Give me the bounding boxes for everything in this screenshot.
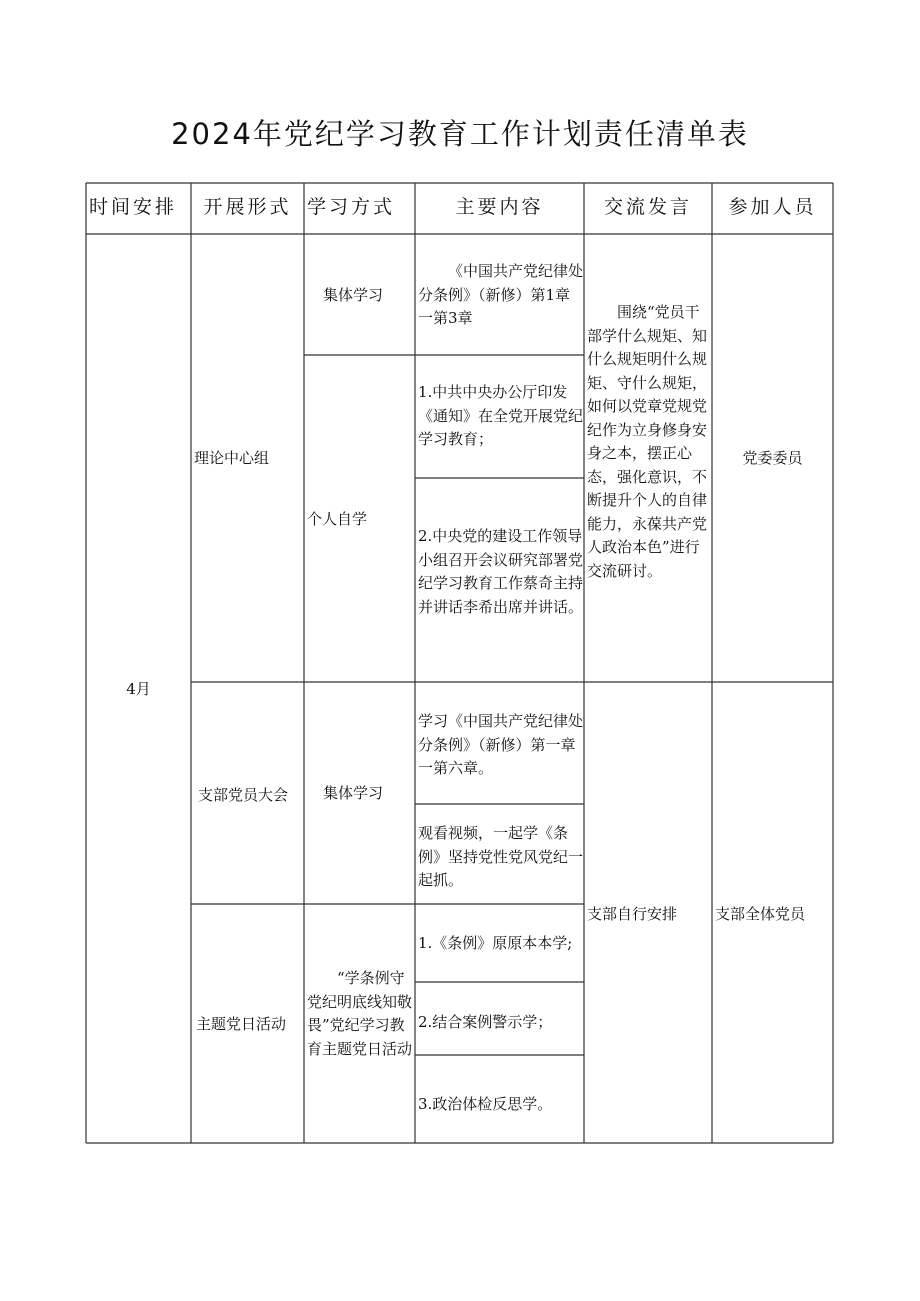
- method-theme-activity: “学条例守党纪明底线知敬畏”党纪学习教育主题党日活动: [307, 969, 413, 1058]
- participants-all-members: 支部全体党员: [715, 905, 806, 923]
- header-method: 学习方式: [307, 196, 396, 218]
- content-item-1: 《中国共产党纪律处分条例》（新修）第1章一第3章: [418, 262, 584, 327]
- content-item-7: 2.结合案例警示学；: [418, 1013, 553, 1031]
- content-item-5: 观看视频，一起学《条例》坚持党性党风党纪一起抓。: [418, 824, 584, 889]
- content-item-8: 3.政治体检反思学。: [418, 1095, 553, 1113]
- header-participants: 参加人员: [728, 196, 817, 218]
- header-exchange: 交流发言: [603, 196, 692, 218]
- form-theory-group: 理论中心组: [194, 449, 270, 467]
- header-form: 开展形式: [203, 196, 292, 218]
- content-item-6: 1.《条例》原原本本学;: [418, 934, 573, 952]
- exchange-self-arranged: 支部自行安排: [587, 905, 678, 923]
- form-theme-day: 主题党日活动: [196, 1015, 287, 1033]
- content-item-3: 2.中央党的建设工作领导小组召开会议研究部署党纪学习教育工作蔡奇主持并讲话李希出席并讲话。: [418, 527, 584, 616]
- page-title: 2024年党纪学习教育工作计划责任清单表: [171, 117, 749, 151]
- time-cell: 4月: [126, 680, 151, 698]
- form-branch-meeting: 支部党员大会: [198, 786, 289, 804]
- method-collective-2: 集体学习: [323, 784, 384, 802]
- header-time: 时间安排: [89, 196, 178, 218]
- method-self-study: 个人自学: [307, 510, 368, 528]
- exchange-topic: 围绕“党员干部学什么规矩、知什么规矩明什么规矩、守什么规矩，如何以党章党规党纪作为立身修身安身之本，摆正心态，强化意识，不断提升个人的自律能力，永葆共产党人政治本色”进行交流研讨。: [587, 303, 708, 580]
- participants-committee: 党委委员: [742, 449, 803, 467]
- method-collective-1: 集体学习: [323, 286, 384, 304]
- content-item-4: 学习《中国共产党纪律处分条例》（新修）第一章一第六章。: [418, 712, 584, 777]
- header-content: 主要内容: [455, 196, 544, 218]
- content-item-2: 1.中共中央办公厅印发《通知》在全党开展党纪学习教育；: [418, 383, 584, 448]
